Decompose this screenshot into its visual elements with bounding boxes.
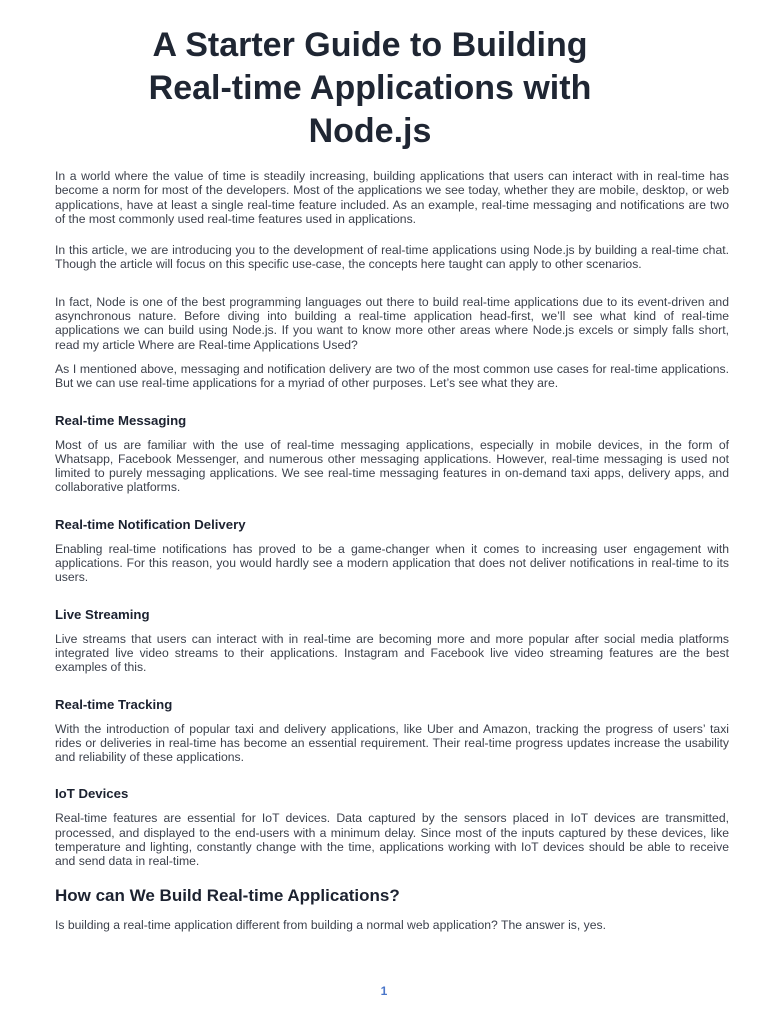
section-body-messaging: Most of us are familiar with the use of real-time messaging applications, especially in mobile devices, in the form of Whatsapp, Facebook Messenger, and numerous other messaging applications. However, real-time messaging is used not limited to purely messaging applications. We see real-time messaging features in on-demand taxi apps, delivery apps, and collaborative platforms.: [55, 437, 729, 495]
section-heading-live-streaming: Live Streaming: [55, 606, 150, 622]
section-heading-notifications: Real-time Notification Delivery: [55, 516, 246, 532]
intro-paragraph-2: In this article, we are introducing you to the development of real-time applications using Node.js by building a real-time chat. Though the article will focus on this specific use-case, the concepts here taught can apply to other scenarios.: [55, 243, 729, 272]
closing-paragraph: Is building a real-time application different from building a normal web application? The answer is, yes.: [55, 917, 606, 932]
subheading-build-realtime: How can We Build Real-time Applications?: [55, 885, 400, 905]
intro-paragraph-1: In a world where the value of time is steadily increasing, building applications that users can interact with in real-time has become a norm for most of the developers. Most of the applications we see today, whether they are mobile, desktop, or web applications, have at least a single real-time feature included. As an example, real-time messaging and notifications are two of the most commonly used real-time features used in applications.: [55, 169, 729, 226]
section-heading-tracking: Real-time Tracking: [55, 696, 173, 712]
intro-paragraph-4: As I mentioned above, messaging and notification delivery are two of the most common use cases for real-time applications. But we can use real-time applications for a myriad of other purposes. Let’s see what they are.: [55, 361, 729, 391]
intro-paragraph-3: In fact, Node is one of the best programming languages out there to build real-time applications due to its event-driven and asynchronous nature. Before diving into building a real-time application head-first, we’ll see what kind of real-time applications we can build using Node.js. If you want to know more other areas where Node.js excels or simply falls short, read my article Where are Real-time Applications Used?: [55, 294, 729, 352]
document-body: [55, 169, 729, 932]
section-body-iot: Real-time features are essential for IoT devices. Data captured by the sensors placed in IoT devices are transmitted, processed, and displayed to the end-users with a minimum delay. Since most of the inputs captured by these devices, like temperature and lighting, constantly change with the time, applications working with IoT devices should be able to receive and send data in real-time.: [55, 811, 729, 869]
document-title: A Starter Guide to Building Real-time Applications with Node.js: [148, 26, 592, 150]
section-body-tracking: With the introduction of popular taxi and delivery applications, like Uber and Amazon, tracking the progress of users’ taxi rides or deliveries in real-time has become an essential requirement. Their real-time progress updates increase the usability and reliability of these applications.: [55, 721, 729, 765]
section-heading-messaging: Real-time Messaging: [55, 412, 187, 428]
page-number: 1: [380, 984, 388, 998]
section-body-live-streaming: Live streams that users can interact with in real-time are becoming more and more popular after social media platforms integrated live video streams to their applications. Instagram and Facebook live video streaming features are the best examples of this.: [55, 631, 729, 675]
section-body-notifications: Enabling real-time notifications has proved to be a game-changer when it comes to increasing user engagement with applications. For this reason, you would hardly see a modern application that does not deliver notifications in real-time to its users.: [55, 541, 729, 585]
section-heading-iot: IoT Devices: [55, 786, 129, 802]
